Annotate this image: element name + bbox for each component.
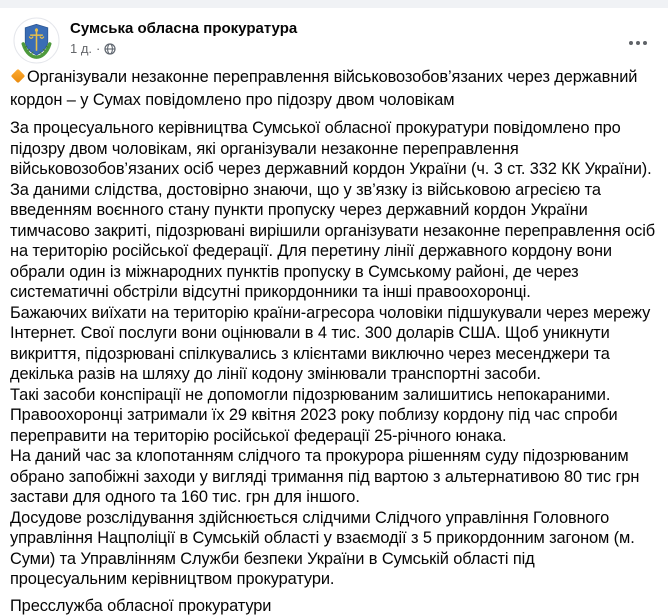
post-paragraph: Досудове розслідування здійснюється слідчими Слідчого управління Головного управління Нацполіції в Сумській області у взаємодії з 5 прикордонним загоном (м. Суми) та Управлінням Служби безпеки України в Сумській області під процесуальним керівництвом прокуратури. xyxy=(10,508,656,590)
post-paragraph: Бажаючих виїхати на територію країни-агресора чоловіки підшукували через мережу Інтернет. Свої послуги вони оцінювали в 4 тис. 300 доларів США. Щоб уникнути викриття, підозрювані спілкувались з клієнтами виключно через месенджери та декілька разів на шляху до лінії кодону змінювали транспортні засоби. xyxy=(10,303,656,385)
page-name-link[interactable]: Сумська обласна прокуратура xyxy=(70,19,297,39)
ellipsis-dot xyxy=(629,41,633,45)
facebook-post xyxy=(0,8,668,616)
page-background-strip xyxy=(0,0,668,8)
post-paragraph: Правоохоронці затримали їх 29 квітня 2023 року поблизу кордону під час спроби переправити на територію російської федерації 25-річного юнака. xyxy=(10,405,656,446)
headline-text: Організували незаконне переправлення військовозобов’язаних через державний кордон – у Сумах повідомлено про підозру двом чоловікам xyxy=(10,68,637,109)
post-header xyxy=(0,8,668,64)
post-paragraph: За процесуального керівництва Сумської обласної прокуратури повідомлено про підозру двом чоловікам, які організували незаконне переправлення військовозобов’язаних осіб через державний кордон України (ч. 3 ст. 332 КК України). xyxy=(10,118,656,180)
post-paragraph: За даними слідства, достовірно знаючи, що у зв’язку із військовою агресією та введенням воєнного стану пункти пропуску через державний кордон України тимчасово закриті, підозрювані вирішили організувати незаконне переправлення осіб на територію російської федерації. Для перетину лінії державного кордону вони обрали один із міжнародних пунктів пропуску в Сумському районі, де через систематичні обстріли відсутні прикордонники та інші правоохоронці. xyxy=(10,180,656,303)
post-headline xyxy=(10,67,656,110)
post-body-text xyxy=(0,64,668,616)
post-paragraph: Такі засоби конспірації не допомогли підозрюваним залишитись непокараними. xyxy=(10,385,656,406)
post-meta-row xyxy=(70,41,652,57)
timestamp-link[interactable]: 1 д. xyxy=(70,41,92,57)
post-paragraph: На даний час за клопотанням слідчого та прокурора рішенням суду підозрюваним обрано запобіжні заходи у вигляді тримання під вартою з альтернативою 80 тис грн застави для одного та 160 тис. грн для іншого. xyxy=(10,446,656,508)
orange-diamond-icon xyxy=(10,68,26,90)
header-meta xyxy=(70,17,652,57)
prosecutor-emblem-icon xyxy=(13,17,60,64)
avatar[interactable] xyxy=(13,17,60,64)
post-options-button[interactable] xyxy=(622,30,654,56)
ellipsis-dot xyxy=(636,41,640,45)
meta-separator: · xyxy=(96,41,100,57)
globe-privacy-icon xyxy=(104,43,116,55)
post-signature: Пресслужба обласної прокуратури xyxy=(10,596,656,616)
ellipsis-dot xyxy=(643,41,647,45)
